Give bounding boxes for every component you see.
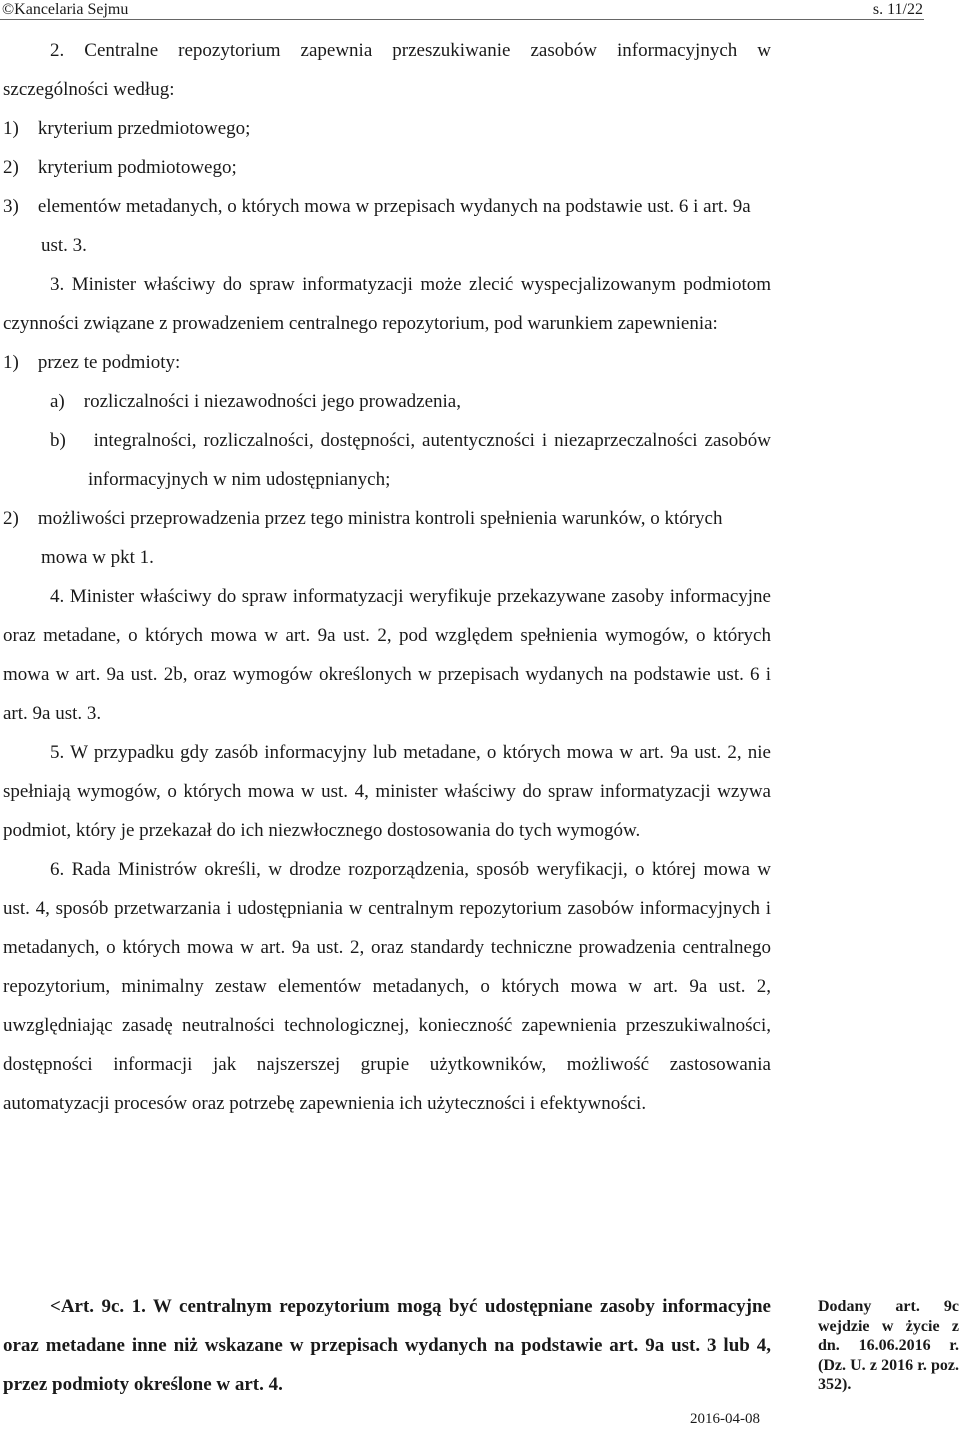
paragraph-2-intro: 2. Centralne repozytorium zapewnia przeszukiwanie zasobów informacyjnych w szczególności według:: [3, 40, 771, 100]
paragraph-3-intro: 3. Minister właściwy do spraw informatyzacji może zlecić wyspecjalizowanym podmiotom czynności związane z prowadzeniem centralnego repozytorium, pod warunkiem zapewnienia:: [3, 274, 771, 334]
header-divider: [0, 19, 924, 20]
header-page-number: s. 11/22: [872, 1, 923, 18]
document-body: [3, 31, 771, 1123]
paragraph-2-item-2: 2) kryterium podmiotowego;: [3, 157, 237, 178]
paragraph-3-item-2: 2) możliwości przeprowadzenia przez tego ministra kontroli spełnienia warunków, o których mowa w pkt 1.: [3, 508, 723, 568]
paragraph-3-item-1: 1) przez te podmioty:: [3, 352, 181, 373]
paragraph-2-item-3: 3) elementów metadanych, o których mowa w przepisach wydanych na podstawie ust. 6 i art. 9a ust. 3.: [3, 196, 751, 256]
paragraph-3-item-1b: b) integralności, rozliczalności, dostępności, autentyczności i niezaprzeczalności zasobów informacyjnych w nim udostępnianych;: [50, 430, 771, 490]
paragraph-5: 5. W przypadku gdy zasób informacyjny lub metadane, o których mowa w art. 9a ust. 2, nie spełniają wymogów, o których mowa w ust. 4, minister właściwy do spraw informatyzacji wzywa podmiot, który je przekazał do ich niezwłocznego dostosowania do tych wymogów.: [3, 742, 771, 841]
side-note-amendment: Dodany art. 9c wejdzie w życie z dn. 16.06.2016 r. (Dz. U. z 2016 r. poz. 352).: [818, 1298, 959, 1393]
header-source: ©Kancelaria Sejmu: [2, 1, 129, 18]
article-9c: [3, 1287, 771, 1404]
paragraph-2-item-1: 1) kryterium przedmiotowego;: [3, 118, 251, 139]
footer-date: 2016-04-08: [690, 1411, 760, 1427]
paragraph-4: 4. Minister właściwy do spraw informatyzacji weryfikuje przekazywane zasoby informacyjne oraz metadane, o których mowa w art. 9a ust. 2, pod względem spełnienia wymogów, o których mowa w art. 9a ust. 2b, oraz wymogów określonych w przepisach wydanych na podstawie ust. 6 i art. 9a ust. 3.: [3, 586, 771, 724]
article-9c-text: <Art. 9c. 1. W centralnym repozytorium mogą być udostępniane zasoby informacyjne oraz metadane inne niż wskazane w przepisach wydanych na podstawie art. 9a ust. 3 lub 4, przez podmioty określone w art. 4.: [3, 1296, 771, 1395]
paragraph-3-item-1a: a) rozliczalności i niezawodności jego prowadzenia,: [50, 391, 461, 412]
paragraph-6: 6. Rada Ministrów określi, w drodze rozporządzenia, sposób weryfikacji, o której mowa w ust. 4, sposób przetwarzania i udostępniania w centralnym repozytorium zasobów informacyjnych i metadanych, o których mowa w art. 9a ust. 2, oraz standardy techniczne prowadzenia centralnego repozytorium, minimalny zestaw elementów metadanych, o których mowa w art. 9a ust. 2, uwzględniając zasadę neutralności technologicznej, konieczność zapewnienia przeszukiwalności, dostępności informacji jak najszerszej grupie użytkowników, możliwość zastosowania automatyzacji procesów oraz potrzebę zapewnienia ich użyteczności i efektywności.: [3, 859, 771, 1114]
